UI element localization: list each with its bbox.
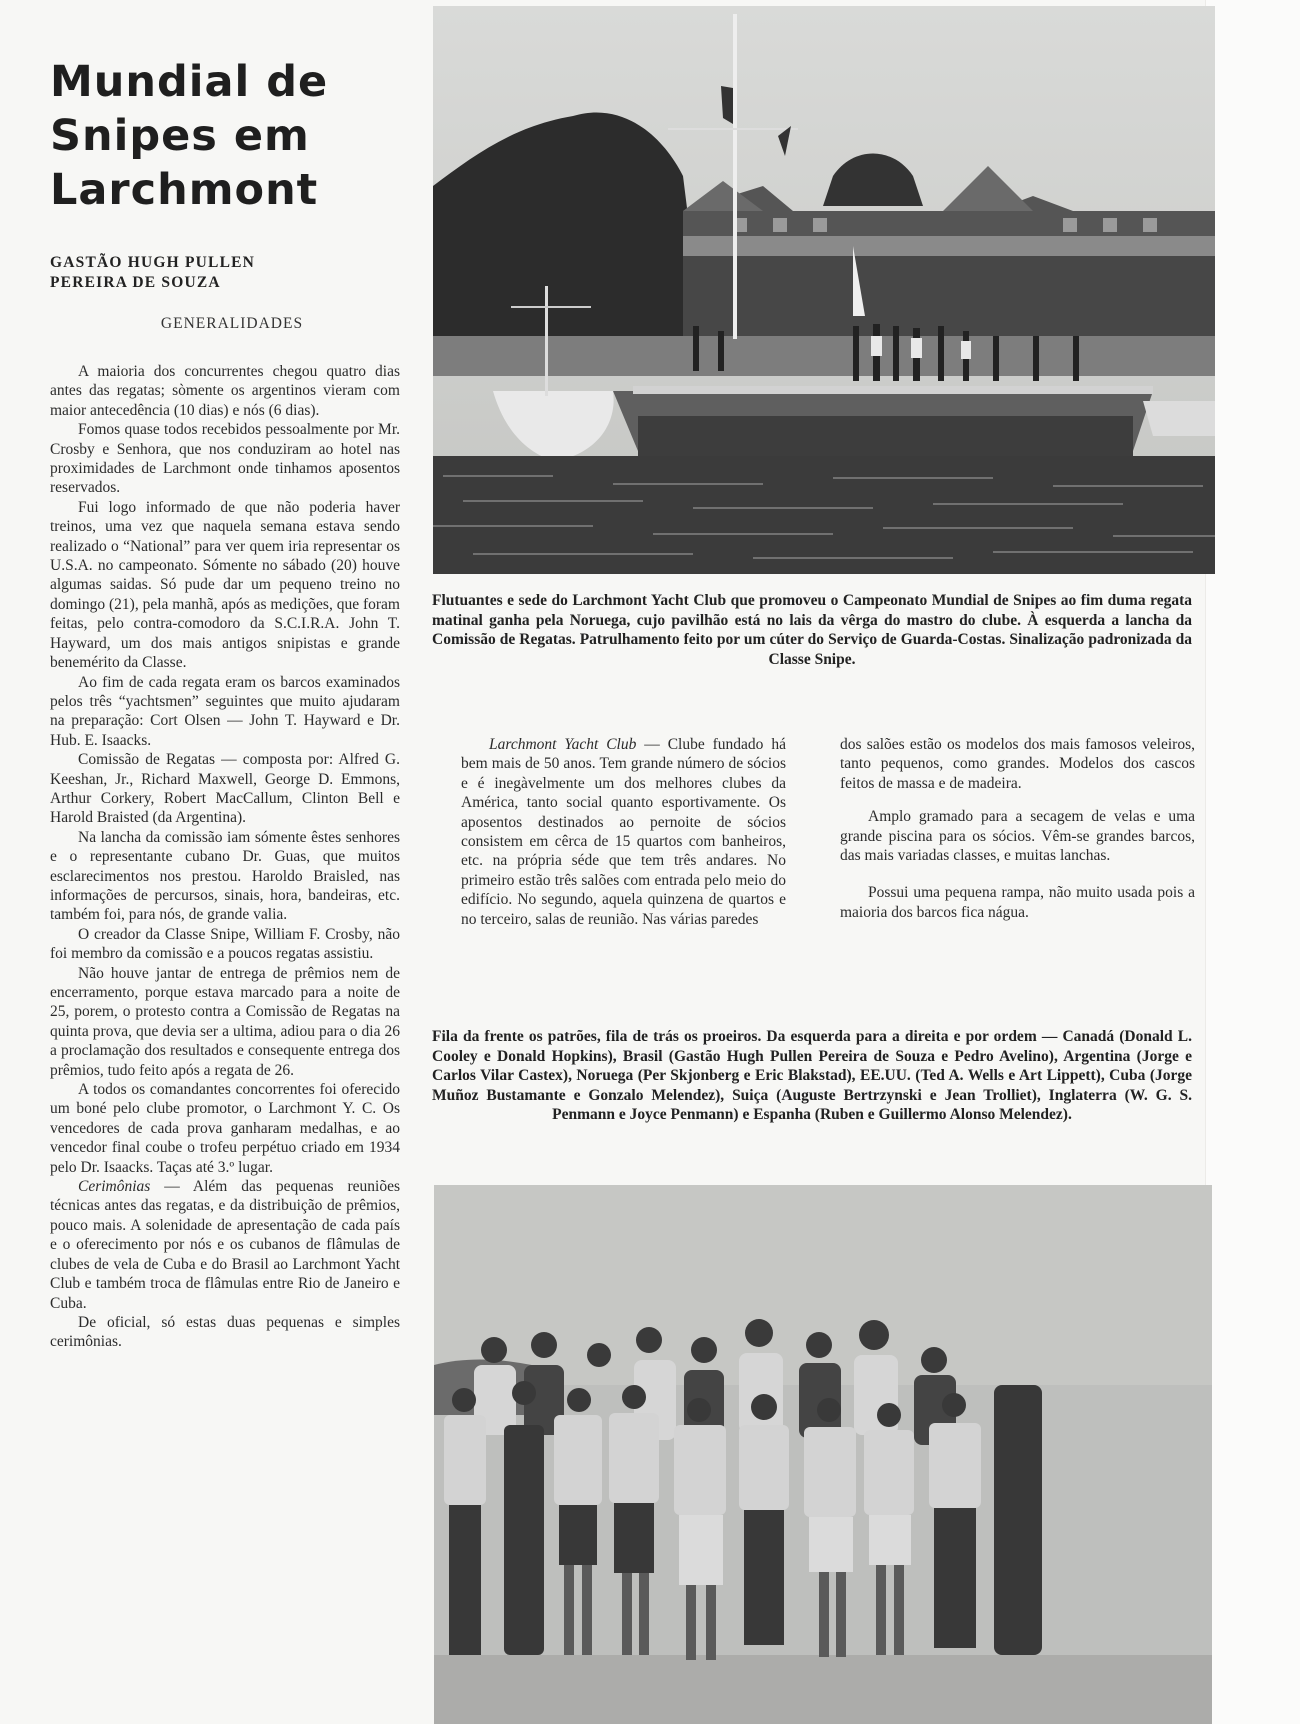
body-paragraph: A maioria dos concurrentes chegou quatro dias antes das regatas; sòmente os argentinos vieram com maior antecedência (10 dias) e nós (6 dias).: [50, 363, 400, 419]
author-byline: [50, 253, 400, 293]
ceremonies-lead: Cerimônias: [78, 1178, 151, 1196]
club-lead: Larchmont Yacht Club: [489, 736, 637, 753]
body-paragraph: O creador da Classe Snipe, William F. Crosby, não foi membro da comissão e a poucos regatas assistiu.: [50, 925, 400, 963]
page-margin: [1205, 0, 1300, 1724]
club-paragraph: [461, 735, 786, 929]
title-line: Snipes em: [50, 111, 310, 161]
body-paragraph: Não houve jantar de entrega de prêmios nem de encerramento, porque estava marcado para a noite de 25, porem, o protesto contra a Comissão de Regatas na quinta prova, que devia ser a ultima, adiou para o dia 26 a proclamação dos resultados e consequente entrega dos prêmios, tudo feito após a regata de 26.: [50, 964, 400, 1079]
photo-caption-top: Flutuantes e sede do Larchmont Yacht Club que promoveu o Campeonato Mundial de Snipes ao fim duma regata matinal ganha pela Noruega, cujo pavilhão está no lais da vêrga do mastro do clube. À esquerda a lancha da Comissão de Regatas. Patrulhamento feito por um cúter do Serviço de Guarda-Costas. Sinalização padronizada da Classe Snipe.: [432, 592, 1192, 668]
article-title: [50, 55, 400, 217]
club-paragraph: Amplo gramado para a secagem de velas e uma grande piscina para os sócios. Vêm-se grandes barcos, das mais variadas classes, e muitas lanchas.: [840, 808, 1195, 865]
sailors-group-photo-illustration: [434, 1185, 1212, 1724]
photo-yacht-club: [433, 6, 1215, 574]
title-line: Larchmont: [50, 165, 319, 215]
left-column: [50, 55, 400, 1352]
title-line: Mundial de: [50, 57, 329, 107]
author-line: PEREIRA DE SOUZA: [50, 274, 221, 291]
closing-paragraph: De oficial, só estas duas pequenas e simples cerimônias.: [50, 1313, 400, 1351]
club-text: — Clube fundado há bem mais de 50 anos. Tem grande número de sócios e é inegàvelmente um dos melhores clubes da América, tanto social quanto esportivamente. Os aposentos destinados ao pernoite de sócios consistem em cêrca de 15 quartos com banheiros, etc. na própria séde que tem três andares. No primeiro estão três salões com entrada pelo meio do edifício. No segundo, aquela quinzena de quartos e no terceiro, salas de reunião. Nas várias paredes: [461, 736, 786, 928]
body-paragraph: Comissão de Regatas — composta por: Alfred G. Keeshan, Jr., Richard Maxwell, George D. Emmons, Arthur Corkery, Robert MacCallum, Clinton Bell e Harold Braisted (da Argentina).: [50, 751, 400, 827]
body-paragraph: Fui logo informado de que não poderia haver treinos, uma vez que naquela semana estava sendo realizado o “National” para ver quem iria representar os U.S.A. no campeonato. Sómente no sábado (20) houve algumas saidas. Só pude dar um pequeno treino no domingo (21), pela manhã, após as medições, que foram feitas, pelo contra-comodoro da S.C.I.R.A. John T. Hayward, um dos mais antigos snipistas e grande benemérito da Classe.: [50, 498, 400, 672]
ceremonies-text: — Além das pequenas reuniões técnicas antes das regatas, e da distribuição de prêmios, pouco mais. A solenidade de apresentação de cada país e o oferecimento por nós e os cubanos de flâmulas de clubes de vela de Cuba e do Brasil ao Larchmont Yacht Club e também troca de flâmulas entre Rio de Janeiro e Cuba.: [50, 1178, 400, 1312]
photo-caption-bottom: Fila da frente os patrões, fila de trás os proeiros. Da esquerda para a direita e por ordem — Canadá (Donald L. Cooley e Donald Hopkins), Brasil (Gastão Hugh Pullen Pereira de Souza e Pedro Avelino), Argentina (Jorge e Carlos Vilar Castex), Noruega (Per Skjonberg e Eric Blakstad), EE.UU. (Ted A. Wells e Art Lippett), Cuba (Jorge Muñoz Bustamante e Gonzalo Melendez), Suiça (Auguste Bertrzynski e Jean Trolliet), Inglaterra (W. G. S. Penmann e Joyce Penmann) e Espanha (Ruben e Guillermo Alonso Melendez).: [432, 1028, 1192, 1123]
section-heading: GENERALIDADES: [160, 315, 304, 332]
body-paragraph: Ao fim de cada regata eram os barcos examinados pelos três “yachtsmen” seguintes que muito ajudaram na preparação: Cort Olsen — John T. Hayward e Dr. Hub. E. Isaacks.: [50, 673, 400, 749]
body-paragraph: A todos os comandantes concorrentes foi oferecido um boné pelo clube promotor, o Larchmont Y. C. Os vencedores de cada prova ganharam medalhas, e ao vencedor final coube o trofeu perpétuo criado em 1934 pelo Dr. Isaacks. Taças até 3.º lugar.: [50, 1081, 400, 1176]
club-paragraph: Possui uma pequena rampa, não muito usada pois a maioria dos barcos fica nágua.: [840, 884, 1195, 921]
middle-column-1: [461, 735, 786, 929]
middle-column-2: [840, 735, 1195, 922]
body-paragraph: Fomos quase todos recebidos pessoalmente por Mr. Crosby e Senhora, que nos conduziram ao hotel nas proximidades de Larchmont onde tinhamos aposentos reservados.: [50, 421, 400, 497]
body-paragraph: Na lancha da comissão iam sómente êstes senhores e o representante cubano Dr. Guas, que muitos esclarecimentos nos prestou. Haroldo Braisled, nas informações de percursos, sinais, hora, bandeiras, etc. também foi, para nós, de grande valia.: [50, 828, 400, 924]
yacht-club-photo-illustration: [433, 6, 1215, 574]
left-body: [50, 362, 400, 1352]
author-line: GASTÃO HUGH PULLEN: [50, 254, 256, 271]
club-paragraph-continued: dos salões estão os modelos dos mais famosos veleiros, tanto pequenos, como grandes. Modelos dos cascos feitos de massa e de madeira.: [840, 736, 1195, 792]
photo-sailors-group: [434, 1185, 1212, 1724]
ceremonies-paragraph: [50, 1177, 400, 1313]
